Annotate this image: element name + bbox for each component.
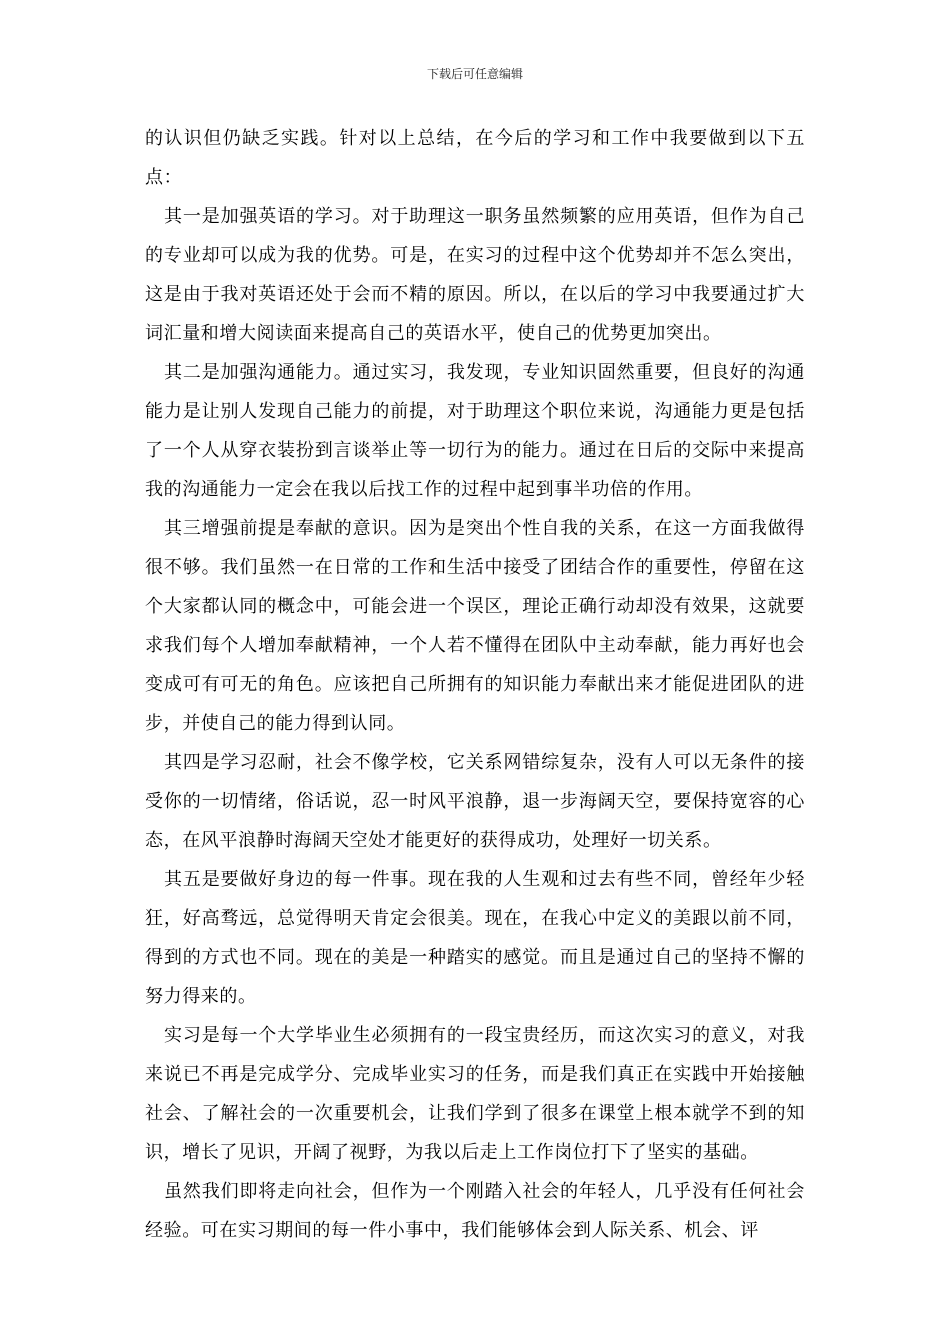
paragraph-3: 其二是加强沟通能力。通过实习，我发现，专业知识固然重要，但良好的沟通能力是让别人发现自己能力的前提，对于助理这个职位来说，沟通能力更是包括了一个人从穿衣装扮到言谈举止等一切行为的能力。通过在日后的交际中来提高我的沟通能力一定会在我以后找工作的过程中起到事半功倍的作用。 [145,362,805,500]
paragraph-7: 实习是每一个大学毕业生必须拥有的一段宝贵经历，而这次实习的意义，对我来说已不再是完成学分、完成毕业实习的任务，而是我们真正在实践中开始接触社会、了解社会的一次重要机会，让我们学到了很多在课堂上根本就学不到的知识，增长了见识，开阔了视野，为我以后走上工作岗位打下了坚实的基础。 [145,1025,805,1163]
paragraph-4: 其三增强前提是奉献的意识。因为是突出个性自我的关系，在这一方面我做得很不够。我们虽然一在日常的工作和生活中接受了团结合作的重要性，停留在这个大家都认同的概念中，可能会进一个误区，理论正确行动却没有效果，这就要求我们每个人增加奉献精神，一个人若不懂得在团队中主动奉献，能力再好也会变成可有可无的角色。应该把自己所拥有的知识能力奉献出来才能促进团队的进步，并使自己的能力得到认同。 [145,518,805,734]
paragraph-2: 其一是加强英语的学习。对于助理这一职务虽然频繁的应用英语，但作为自己的专业却可以成为我的优势。可是，在实习的过程中这个优势却并不怎么突出，这是由于我对英语还处于会而不精的原因。所以，在以后的学习中我要通过扩大词汇量和增大阅读面来提高自己的英语水平，使自己的优势更加突出。 [145,206,805,344]
paragraph-1: 的认识但仍缺乏实践。针对以上总结，在今后的学习和工作中我要做到以下五点： [145,128,805,188]
paragraph-8: 虽然我们即将走向社会，但作为一个刚踏入社会的年轻人，几乎没有任何社会经验。可在实习期间的每一件小事中，我们能够体会到人际关系、机会、评 [145,1181,805,1241]
paragraph-5: 其四是学习忍耐，社会不像学校，它关系网错综复杂，没有人可以无条件的接受你的一切情绪，俗话说，忍一时风平浪静，退一步海阔天空，要保持宽容的心态，在风平浪静时海阔天空处才能更好的获得成功，处理好一切关系。 [145,752,805,851]
document-body [145,119,805,1250]
paragraph-6: 其五是要做好身边的每一件事。现在我的人生观和过去有些不同，曾经年少轻狂，好高骛远，总觉得明天肯定会很美。现在，在我心中定义的美跟以前不同，得到的方式也不同。现在的美是一种踏实的感觉。而且是通过自己的坚持不懈的努力得来的。 [145,869,805,1007]
page-header: 下载后可任意编辑 [426,67,523,81]
